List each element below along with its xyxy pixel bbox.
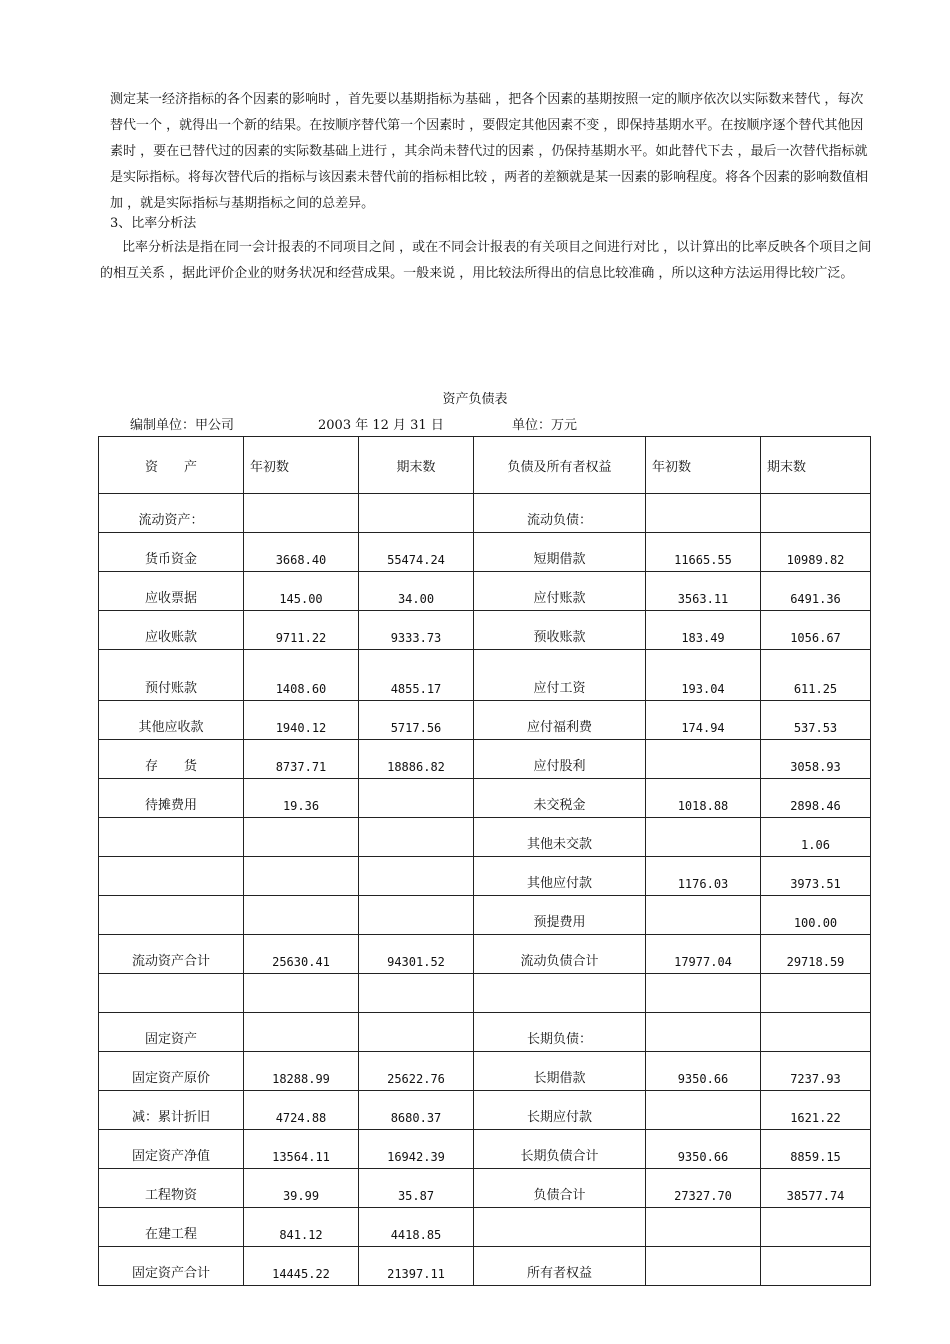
- table-cell: [646, 1091, 761, 1130]
- table-cell: 27327.70: [646, 1169, 761, 1208]
- table-cell: 25630.41: [244, 935, 359, 974]
- table-cell: 预收账款: [474, 611, 646, 650]
- table-cell: [359, 857, 474, 896]
- table-cell: 10989.82: [761, 533, 871, 572]
- table-cell: 3563.11: [646, 572, 761, 611]
- balance-sheet-table: [98, 436, 871, 1286]
- table-cell: 待摊费用: [99, 779, 244, 818]
- table-cell: 所有者权益: [474, 1247, 646, 1286]
- table-cell: 25622.76: [359, 1052, 474, 1091]
- table-cell: [99, 857, 244, 896]
- table-cell: 29718.59: [761, 935, 871, 974]
- table-cell: 4855.17: [359, 650, 474, 701]
- table-cell: 应付福利费: [474, 701, 646, 740]
- table-cell: 工程物资: [99, 1169, 244, 1208]
- table-cell: 1176.03: [646, 857, 761, 896]
- table-cell: 21397.11: [359, 1247, 474, 1286]
- table-cell: 固定资产原价: [99, 1052, 244, 1091]
- table-cell: 1940.12: [244, 701, 359, 740]
- table-cell: [359, 779, 474, 818]
- table-cell: [359, 818, 474, 857]
- table-row: [99, 494, 871, 533]
- header-liabilities-equity: 负债及所有者权益: [474, 437, 646, 494]
- table-cell: 7237.93: [761, 1052, 871, 1091]
- table-cell: 固定资产净值: [99, 1130, 244, 1169]
- table-cell: [244, 896, 359, 935]
- table-cell: 预提费用: [474, 896, 646, 935]
- table-cell: 611.25: [761, 650, 871, 701]
- table-cell: 2898.46: [761, 779, 871, 818]
- table-cell: 在建工程: [99, 1208, 244, 1247]
- table-cell: 1018.88: [646, 779, 761, 818]
- table-cell: [646, 818, 761, 857]
- table-row: [99, 818, 871, 857]
- table-row: [99, 1013, 871, 1052]
- table-cell: 18886.82: [359, 740, 474, 779]
- table-row: [99, 611, 871, 650]
- table-row: [99, 1169, 871, 1208]
- table-cell: 3058.93: [761, 740, 871, 779]
- table-cell: [646, 896, 761, 935]
- header-assets: 资 产: [99, 437, 244, 494]
- table-cell: 3973.51: [761, 857, 871, 896]
- header-opening-liabilities: 年初数: [646, 437, 761, 494]
- table-cell: 应收票据: [99, 572, 244, 611]
- table-header-row: [99, 437, 871, 494]
- table-cell: 14445.22: [244, 1247, 359, 1286]
- table-cell: [646, 1208, 761, 1247]
- table-cell: 应付工资: [474, 650, 646, 701]
- table-cell: [761, 1247, 871, 1286]
- table-cell: 1.06: [761, 818, 871, 857]
- table-cell: 长期负债合计: [474, 1130, 646, 1169]
- table-cell: [244, 818, 359, 857]
- table-cell: [646, 740, 761, 779]
- table-row: [99, 935, 871, 974]
- table-cell: 应收账款: [99, 611, 244, 650]
- table-cell: [761, 1013, 871, 1052]
- table-cell: 100.00: [761, 896, 871, 935]
- table-cell: 其他应收款: [99, 701, 244, 740]
- table-row: [99, 533, 871, 572]
- table-row: [99, 572, 871, 611]
- table-cell: 19.36: [244, 779, 359, 818]
- header-opening-assets: 年初数: [244, 437, 359, 494]
- intro-paragraph-2: 比率分析法是指在同一会计报表的不同项目之间 ，或在不同会计报表的有关项目之间进行对比 ，以计算出的比率反映各个项目之间的相互关系 ，据此评价企业的财务状况和经营成果。一般来说 ，用比较法所得出的信息比较准确 ，所以这种方法运用得比较广泛。: [100, 240, 872, 281]
- table-cell: [99, 818, 244, 857]
- table-cell: 18288.99: [244, 1052, 359, 1091]
- table-cell: [646, 974, 761, 1013]
- table-cell: 负债合计: [474, 1169, 646, 1208]
- table-row: [99, 701, 871, 740]
- table-cell: 13564.11: [244, 1130, 359, 1169]
- table-row: [99, 974, 871, 1013]
- table-cell: 94301.52: [359, 935, 474, 974]
- section-heading-ratio-analysis: 3、比率分析法: [110, 216, 197, 231]
- table-row: [99, 650, 871, 701]
- table-cell: 短期借款: [474, 533, 646, 572]
- table-cell: 流动负债：: [474, 494, 646, 533]
- table-cell: 存 货: [99, 740, 244, 779]
- table-cell: 11665.55: [646, 533, 761, 572]
- table-cell: 9350.66: [646, 1130, 761, 1169]
- table-cell: 流动资产：: [99, 494, 244, 533]
- table-cell: 1408.60: [244, 650, 359, 701]
- header-closing-assets: 期末数: [359, 437, 474, 494]
- table-cell: 减：累计折旧: [99, 1091, 244, 1130]
- report-date: 2003 年 12 月 31 日: [318, 418, 444, 433]
- table-cell: [646, 1247, 761, 1286]
- table-row: [99, 857, 871, 896]
- table-cell: [359, 494, 474, 533]
- table-cell: 应付账款: [474, 572, 646, 611]
- table-cell: [646, 494, 761, 533]
- table-cell: 长期应付款: [474, 1091, 646, 1130]
- table-cell: 其他应付款: [474, 857, 646, 896]
- table-cell: 8737.71: [244, 740, 359, 779]
- table-cell: [359, 974, 474, 1013]
- table-row: [99, 740, 871, 779]
- table-cell: 17977.04: [646, 935, 761, 974]
- table-cell: [244, 494, 359, 533]
- table-cell: 未交税金: [474, 779, 646, 818]
- table-cell: 9333.73: [359, 611, 474, 650]
- table-cell: [761, 494, 871, 533]
- table-cell: 其他未交款: [474, 818, 646, 857]
- table-cell: 39.99: [244, 1169, 359, 1208]
- table-cell: [359, 1013, 474, 1052]
- table-cell: 流动负债合计: [474, 935, 646, 974]
- table-cell: [244, 974, 359, 1013]
- table-cell: 193.04: [646, 650, 761, 701]
- table-cell: 38577.74: [761, 1169, 871, 1208]
- table-cell: [244, 857, 359, 896]
- table-cell: 8680.37: [359, 1091, 474, 1130]
- table-cell: [244, 1013, 359, 1052]
- table-cell: [761, 974, 871, 1013]
- table-cell: 174.94: [646, 701, 761, 740]
- table-cell: 183.49: [646, 611, 761, 650]
- table-cell: 145.00: [244, 572, 359, 611]
- table-cell: [761, 1208, 871, 1247]
- table-cell: 固定资产: [99, 1013, 244, 1052]
- table-cell: 35.87: [359, 1169, 474, 1208]
- table-cell: 4724.88: [244, 1091, 359, 1130]
- table-cell: 8859.15: [761, 1130, 871, 1169]
- table-cell: 841.12: [244, 1208, 359, 1247]
- preparing-unit: 编制单位：甲公司: [130, 418, 235, 433]
- table-cell: 预付账款: [99, 650, 244, 701]
- table-cell: 5717.56: [359, 701, 474, 740]
- table-cell: 6491.36: [761, 572, 871, 611]
- table-row: [99, 779, 871, 818]
- table-row: [99, 1130, 871, 1169]
- table-cell: 1056.67: [761, 611, 871, 650]
- table-cell: 9711.22: [244, 611, 359, 650]
- table-row: [99, 1247, 871, 1286]
- table-cell: 16942.39: [359, 1130, 474, 1169]
- table-cell: 4418.85: [359, 1208, 474, 1247]
- table-cell: [646, 1013, 761, 1052]
- table-row: [99, 1091, 871, 1130]
- table-cell: 55474.24: [359, 533, 474, 572]
- table-cell: 长期负债：: [474, 1013, 646, 1052]
- table-row: [99, 1208, 871, 1247]
- currency-unit: 单位：万元: [512, 418, 578, 433]
- table-cell: 长期借款: [474, 1052, 646, 1091]
- table-cell: 9350.66: [646, 1052, 761, 1091]
- table-cell: [99, 974, 244, 1013]
- table-cell: 流动资产合计: [99, 935, 244, 974]
- table-cell: [474, 1208, 646, 1247]
- intro-paragraph-1: 测定某一经济指标的各个因素的影响时 ，首先要以基期指标为基础 ，把各个因素的基期按照一定的顺序依次以实际数来替代 ，每次替代一个 ，就得出一个新的结果。在按顺序替代第一个因素时 ，要假定其他因素不变 ，即保持基期水平。在按顺序逐个替代其他因素时 ，要在已替代过的因素的实际数基础上进行 ，其余尚未替代过的因素 ，仍保持基期水平。如此替代下去 ，最后一次替代指标就是实际指标。将每次替代后的指标与该因素未替代前的指标相比较 ，两者的差额就是某一因素的影响程度。将各个因素的影响数值相加 ，就是实际指标与基期指标之间的总差异。: [110, 92, 869, 211]
- table-cell: 应付股利: [474, 740, 646, 779]
- header-closing-liabilities: 期末数: [761, 437, 871, 494]
- table-row: [99, 1052, 871, 1091]
- table-cell: 货币资金: [99, 533, 244, 572]
- table-cell: 3668.40: [244, 533, 359, 572]
- table-row: [99, 896, 871, 935]
- table-title: 资产负债表: [442, 392, 508, 407]
- table-cell: [474, 974, 646, 1013]
- table-cell: 1621.22: [761, 1091, 871, 1130]
- table-cell: 34.00: [359, 572, 474, 611]
- table-cell: [359, 896, 474, 935]
- table-cell: [99, 896, 244, 935]
- table-cell: 固定资产合计: [99, 1247, 244, 1286]
- table-cell: 537.53: [761, 701, 871, 740]
